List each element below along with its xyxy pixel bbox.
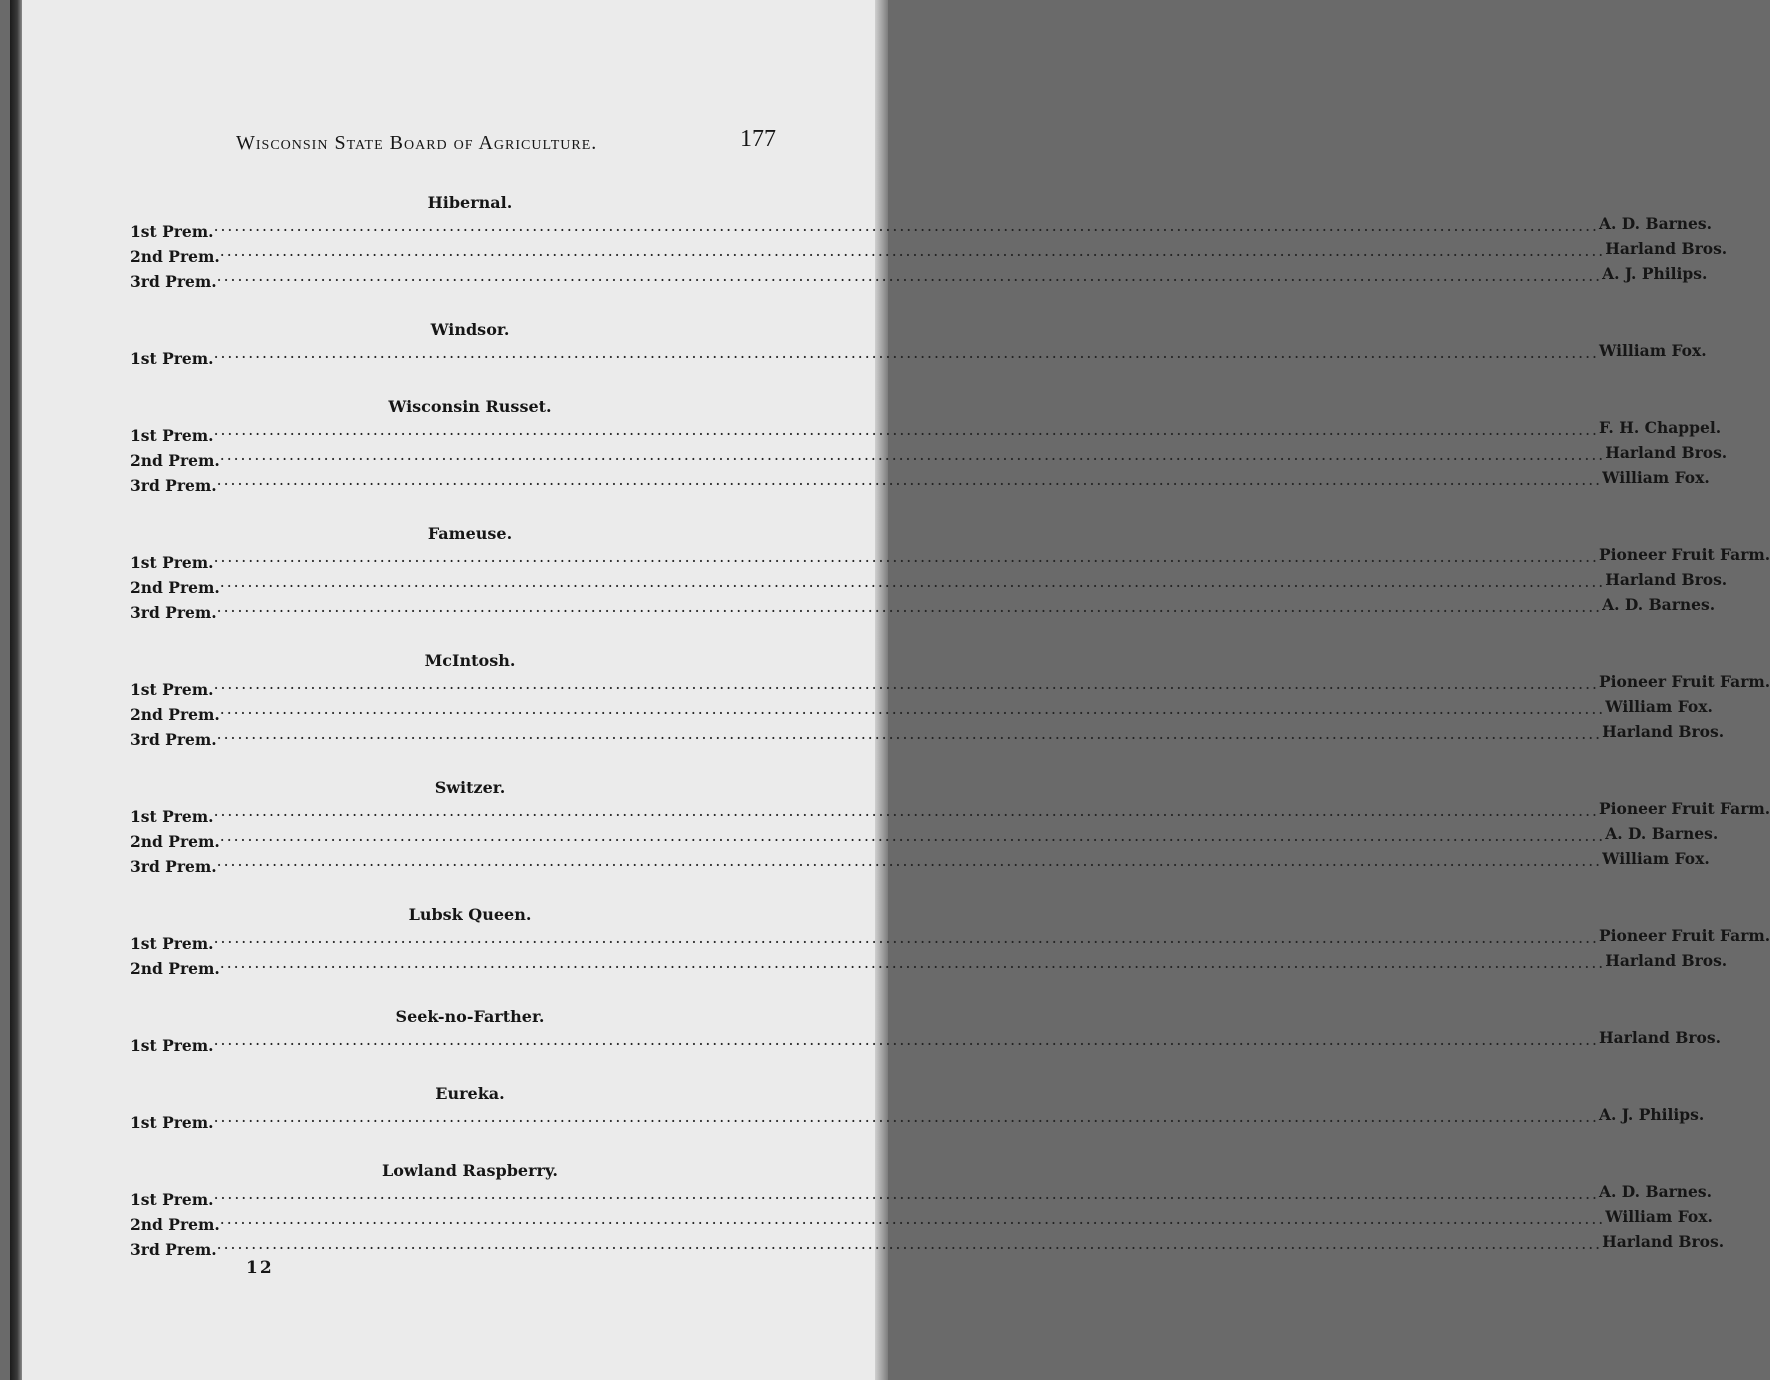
dot-leader: ........................................................................................................................................................................................................ <box>219 954 1606 972</box>
premium-row <box>130 264 1708 291</box>
dot-leader: ........................................................................................................................................................................................................ <box>216 725 1603 743</box>
section-title: Fameuse. <box>427 524 513 543</box>
premium-section <box>130 648 1770 749</box>
winner-name: Harland Bros. <box>1605 951 1728 970</box>
premium-rank: 1st Prem. <box>130 680 214 699</box>
winner-name: Pioneer Fruit Farm. <box>1598 672 1770 691</box>
winner-name: Harland Bros. <box>1605 239 1728 258</box>
running-title: Wisconsin State Board of Agriculture. <box>236 132 598 154</box>
premium-row <box>130 672 1770 699</box>
dot-leader: ........................................................................................................................................................................................................ <box>219 700 1606 718</box>
winner-name: William Fox. <box>1598 341 1707 360</box>
section-title: Hibernal. <box>427 193 513 212</box>
running-header <box>236 124 776 164</box>
premium-row <box>130 1105 1705 1132</box>
premium-rank: 3rd Prem. <box>130 603 217 622</box>
dot-leader: ........................................................................................................................................................................................................ <box>216 852 1603 870</box>
premium-rank: 3rd Prem. <box>130 857 217 876</box>
premium-row <box>130 697 1713 724</box>
premium-rank: 2nd Prem. <box>130 832 220 851</box>
premium-rank: 1st Prem. <box>130 349 214 368</box>
premium-row <box>130 468 1710 495</box>
winner-name: Pioneer Fruit Farm. <box>1598 799 1770 818</box>
premium-list <box>130 190 1770 1285</box>
premium-rank: 1st Prem. <box>130 807 214 826</box>
dot-leader: ........................................................................................................................................................................................................ <box>219 573 1606 591</box>
book-spine-shadow <box>10 0 22 1380</box>
premium-section <box>130 317 1707 368</box>
section-title: McIntosh. <box>424 651 516 670</box>
premium-row <box>130 951 1728 978</box>
section-title: Lubsk Queen. <box>408 905 532 924</box>
section-title: Lowland Raspberry. <box>381 1161 558 1180</box>
dot-leader: ........................................................................................................................................................................................................ <box>213 929 1599 947</box>
premium-row <box>130 443 1728 470</box>
premium-section <box>130 775 1770 876</box>
dot-leader: ........................................................................................................................................................................................................ <box>213 217 1599 235</box>
winner-name: William Fox. <box>1605 697 1713 716</box>
premium-row <box>130 341 1707 368</box>
premium-rank: 1st Prem. <box>130 1036 214 1055</box>
premium-row <box>130 570 1728 597</box>
winner-name: Harland Bros. <box>1602 1232 1725 1251</box>
winner-name: Harland Bros. <box>1602 722 1725 741</box>
dot-leader: ........................................................................................................................................................................................................ <box>219 1210 1606 1228</box>
premium-row <box>130 418 1722 445</box>
premium-rank: 3rd Prem. <box>130 476 217 495</box>
premium-rank: 2nd Prem. <box>130 1215 220 1234</box>
premium-row <box>130 595 1716 622</box>
document-page <box>10 0 1770 1380</box>
dot-leader: ........................................................................................................................................................................................................ <box>219 446 1606 464</box>
dot-leader: ........................................................................................................................................................................................................ <box>213 421 1599 439</box>
premium-row <box>130 849 1710 876</box>
winner-name: William Fox. <box>1605 1207 1713 1226</box>
premium-rank: 1st Prem. <box>130 222 214 241</box>
premium-rank: 3rd Prem. <box>130 1240 217 1259</box>
premium-rank: 2nd Prem. <box>130 247 220 266</box>
dot-leader: ........................................................................................................................................................................................................ <box>213 344 1599 362</box>
winner-name: A. D. Barnes. <box>1598 1182 1713 1201</box>
dot-leader: ........................................................................................................................................................................................................ <box>216 471 1603 489</box>
winner-name: Harland Bros. <box>1605 570 1728 589</box>
premium-section <box>130 902 1770 978</box>
dot-leader: ........................................................................................................................................................................................................ <box>213 548 1599 566</box>
winner-name: A. D. Barnes. <box>1602 595 1716 614</box>
dot-leader: ........................................................................................................................................................................................................ <box>219 242 1606 260</box>
dot-leader: ........................................................................................................................................................................................................ <box>213 1031 1599 1049</box>
premium-rank: 1st Prem. <box>130 426 214 445</box>
premium-row <box>130 1207 1713 1234</box>
section-title: Wisconsin Russet. <box>388 397 552 416</box>
premium-section <box>130 190 1728 291</box>
dot-leader: ........................................................................................................................................................................................................ <box>216 1235 1603 1253</box>
premium-section <box>130 521 1770 622</box>
dot-leader: ........................................................................................................................................................................................................ <box>213 1185 1599 1203</box>
premium-row <box>130 239 1728 266</box>
section-title: Switzer. <box>434 778 506 797</box>
winner-name: A. J. Philips. <box>1598 1105 1705 1124</box>
premium-row <box>130 214 1713 241</box>
winner-name: A. D. Barnes. <box>1605 824 1719 843</box>
premium-row <box>130 1028 1721 1055</box>
premium-section <box>130 394 1728 495</box>
premium-row <box>130 926 1770 953</box>
premium-rank: 1st Prem. <box>130 553 214 572</box>
dot-leader: ........................................................................................................................................................................................................ <box>213 675 1599 693</box>
winner-name: Harland Bros. <box>1605 443 1728 462</box>
premium-rank: 1st Prem. <box>130 1113 214 1132</box>
section-title: Seek-no-Farther. <box>395 1007 545 1026</box>
winner-name: Harland Bros. <box>1598 1028 1721 1047</box>
dot-leader: ........................................................................................................................................................................................................ <box>213 802 1599 820</box>
premium-rank: 2nd Prem. <box>130 578 220 597</box>
dot-leader: ........................................................................................................................................................................................................ <box>216 598 1603 616</box>
premium-row <box>130 1182 1713 1209</box>
premium-rank: 2nd Prem. <box>130 451 220 470</box>
winner-name: A. J. Philips. <box>1602 264 1708 283</box>
page-number: 177 <box>740 126 776 152</box>
premium-row <box>130 799 1770 826</box>
premium-rank: 2nd Prem. <box>130 959 220 978</box>
premium-section <box>130 1081 1705 1132</box>
premium-row <box>130 824 1719 851</box>
premium-row <box>130 1232 1725 1259</box>
premium-section <box>130 1158 1725 1259</box>
premium-rank: 3rd Prem. <box>130 730 217 749</box>
winner-name: William Fox. <box>1602 468 1710 487</box>
premium-rank: 1st Prem. <box>130 1190 214 1209</box>
premium-rank: 1st Prem. <box>130 934 214 953</box>
section-title: Windsor. <box>430 320 510 339</box>
winner-name: Pioneer Fruit Farm. <box>1598 545 1770 564</box>
dot-leader: ........................................................................................................................................................................................................ <box>219 827 1606 845</box>
premium-row <box>130 545 1770 572</box>
section-title: Eureka. <box>435 1084 505 1103</box>
premium-rank: 2nd Prem. <box>130 705 220 724</box>
dot-leader: ........................................................................................................................................................................................................ <box>213 1108 1599 1126</box>
premium-row <box>130 722 1725 749</box>
winner-name: F. H. Chappel. <box>1598 418 1722 437</box>
premium-rank: 3rd Prem. <box>130 272 217 291</box>
signature-mark: 12 <box>246 1258 274 1278</box>
winner-name: Pioneer Fruit Farm. <box>1598 926 1770 945</box>
winner-name: William Fox. <box>1602 849 1710 868</box>
premium-section <box>130 1004 1721 1055</box>
winner-name: A. D. Barnes. <box>1598 214 1713 233</box>
dot-leader: ........................................................................................................................................................................................................ <box>216 267 1603 285</box>
